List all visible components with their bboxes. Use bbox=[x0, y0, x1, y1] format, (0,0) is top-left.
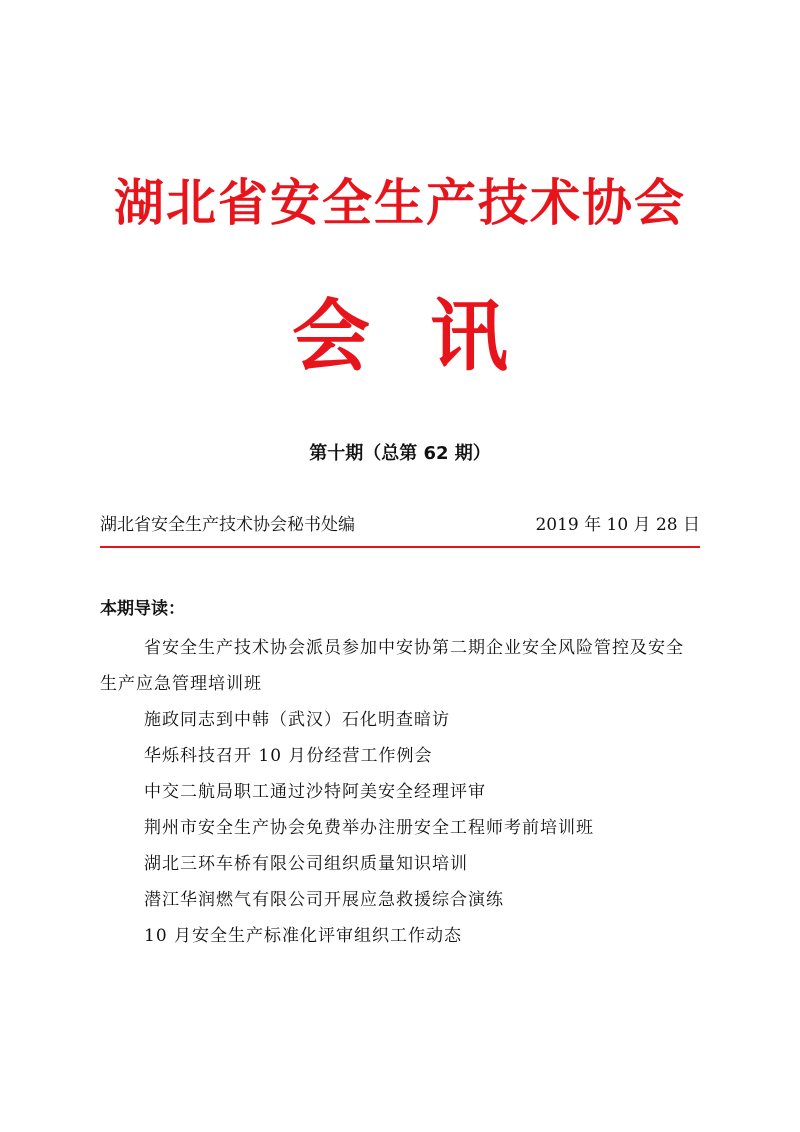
toc-item[interactable]: 湖北三环车桥有限公司组织质量知识培训 bbox=[144, 854, 468, 874]
toc-item[interactable]: 施政同志到中韩（武汉）石化明查暗访 bbox=[144, 710, 450, 730]
toc-item[interactable]: 潜江华润燃气有限公司开展应急救援综合演练 bbox=[144, 890, 504, 910]
org-title: 湖北省安全生产技术协会 bbox=[114, 173, 686, 232]
publication-title: 会讯 bbox=[291, 292, 568, 382]
toc-item[interactable]: 中交二航局职工通过沙特阿美安全经理评审 bbox=[144, 782, 486, 802]
toc-item[interactable]: 华烁科技召开 10 月份经营工作例会 bbox=[144, 746, 433, 766]
masthead-row bbox=[100, 512, 700, 538]
toc-item[interactable]: 荆州市安全生产协会免费举办注册安全工程师考前培训班 bbox=[144, 818, 594, 838]
issue-date: 2019 年 10 月 28 日 bbox=[535, 515, 700, 535]
red-divider bbox=[100, 546, 700, 548]
editor-line: 湖北省安全生产技术协会秘书处编 bbox=[100, 515, 355, 535]
toc-item[interactable]: 10 月安全生产标准化评审组织工作动态 bbox=[144, 926, 463, 946]
toc-list bbox=[100, 630, 700, 954]
toc-heading: 本期导读： bbox=[100, 599, 185, 619]
issue-number: 第十期（总第 62 期） bbox=[309, 443, 491, 464]
toc-item[interactable]: 省安全生产技术协会派员参加中安协第二期企业安全风险管控及安全生产应急管理培训班 bbox=[100, 638, 684, 694]
